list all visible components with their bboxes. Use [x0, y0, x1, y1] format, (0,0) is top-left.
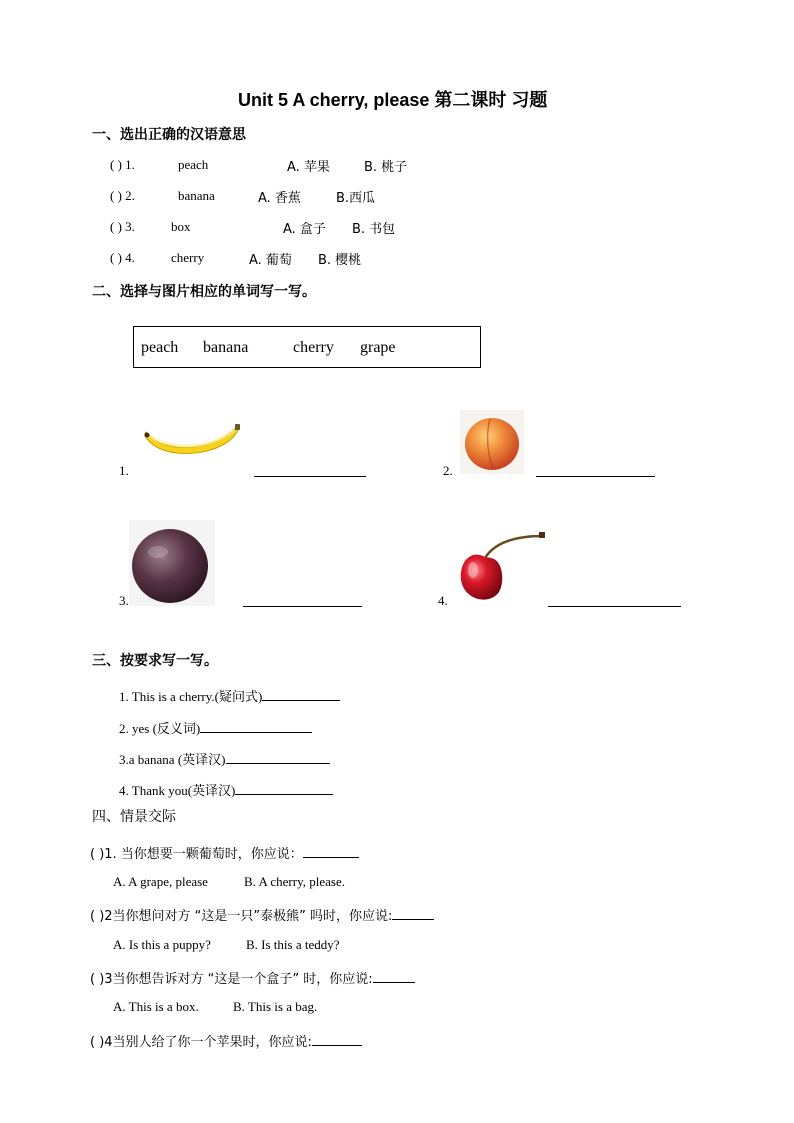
s1-item-3-number: ( ) 3.: [110, 219, 135, 234]
s4-answer-line-4[interactable]: [312, 1033, 362, 1046]
s4-q3-option-b[interactable]: B. This is a bag.: [233, 999, 318, 1014]
s3-item-3: [119, 749, 330, 768]
banana-picture: [140, 418, 242, 460]
s4-question-1-text: ( )1. 当你想要一颗葡萄时，你应说：: [90, 847, 303, 862]
s1-item-1-word: peach: [178, 157, 209, 172]
s3-item-1: [119, 686, 340, 705]
s3-answer-line-2[interactable]: [200, 720, 312, 733]
s1-item-1-option-b[interactable]: B. 桃子: [364, 160, 408, 175]
s3-answer-line-1[interactable]: [262, 688, 340, 701]
word-bank-cherry: cherry: [293, 339, 334, 356]
s3-answer-line-3[interactable]: [226, 751, 330, 764]
word-bank-banana: banana: [203, 339, 249, 356]
s4-q2-option-b[interactable]: B. Is this a teddy?: [246, 937, 340, 952]
s4-q1-option-a[interactable]: A. A grape, please: [113, 874, 208, 889]
s4-question-4: [90, 1031, 362, 1050]
s4-question-1: [90, 843, 359, 862]
s3-answer-line-4[interactable]: [235, 782, 333, 795]
s3-item-2-text: 2. yes (反义词): [119, 721, 201, 736]
s1-item-4-word: cherry: [171, 250, 205, 265]
answer-line-2[interactable]: [536, 476, 655, 477]
section-4-heading: 四、情景交际: [92, 809, 176, 825]
s1-item-4-option-b[interactable]: B. 樱桃: [318, 253, 362, 268]
s4-question-4-text: ( )4当别人给了你一个苹果时，你应说:: [90, 1035, 312, 1050]
s1-item-1-option-a[interactable]: A. 苹果: [287, 160, 330, 175]
s3-item-4-text: 4. Thank you(英译汉): [119, 783, 236, 798]
section-2-heading: 二、选择与图片相应的单词写一写。: [92, 284, 316, 300]
s4-question-2-text: ( )2当你想问对方 “这是一只”泰极熊” 吗时，你应说:: [90, 909, 393, 924]
s1-item-4-number: ( ) 4.: [110, 250, 135, 265]
picture-2-number: 2.: [443, 463, 453, 478]
s1-item-3-option-b[interactable]: B. 书包: [352, 222, 396, 237]
s3-item-1-text: 1. This is a cherry.(疑问式): [119, 689, 263, 704]
section-3-heading: 三、按要求写一写。: [92, 653, 218, 669]
word-bank-peach: peach: [141, 339, 179, 356]
s4-answer-line-3[interactable]: [373, 970, 415, 983]
s4-question-3-text: ( )3当你想告诉对方 “这是一个盒子” 时，你应说:: [90, 972, 373, 987]
s3-item-2: [119, 718, 312, 737]
s4-question-3: [90, 968, 415, 987]
s4-question-2: [90, 905, 434, 924]
answer-line-1[interactable]: [254, 476, 366, 477]
answer-line-4[interactable]: [548, 606, 681, 607]
s1-item-2-number: ( ) 2.: [110, 188, 135, 203]
picture-1-number: 1.: [119, 463, 129, 478]
s1-item-4-option-a[interactable]: A. 葡萄: [249, 253, 292, 268]
s4-answer-line-1[interactable]: [303, 845, 359, 858]
s1-item-2-option-b[interactable]: B.西瓜: [336, 191, 376, 206]
s1-item-2-word: banana: [178, 188, 215, 203]
s4-q1-option-b[interactable]: B. A cherry, please.: [244, 874, 345, 889]
s1-item-2-option-a[interactable]: A. 香蕉: [258, 191, 301, 206]
section-1-heading: 一、选出正确的汉语意思: [92, 127, 246, 143]
s4-answer-line-2[interactable]: [392, 907, 434, 920]
cherry-picture: [455, 530, 550, 606]
s3-item-4: [119, 780, 333, 799]
s1-item-3-word: box: [171, 219, 191, 234]
s4-q2-option-a[interactable]: A. Is this a puppy?: [113, 937, 211, 952]
answer-line-3[interactable]: [243, 606, 362, 607]
grape-picture: [129, 520, 215, 606]
picture-3-number: 3.: [119, 593, 129, 608]
s1-item-3-option-a[interactable]: A. 盒子: [283, 222, 326, 237]
page-title: Unit 5 A cherry, please 第二课时 习题: [238, 90, 548, 110]
s4-q3-option-a[interactable]: A. This is a box.: [113, 999, 199, 1014]
peach-picture: [460, 410, 524, 474]
s3-item-3-text: 3.a banana (英译汉): [119, 752, 226, 767]
s1-item-1-number: ( ) 1.: [110, 157, 135, 172]
picture-4-number: 4.: [438, 593, 448, 608]
word-bank-grape: grape: [360, 339, 396, 356]
word-bank-box: [133, 326, 481, 368]
